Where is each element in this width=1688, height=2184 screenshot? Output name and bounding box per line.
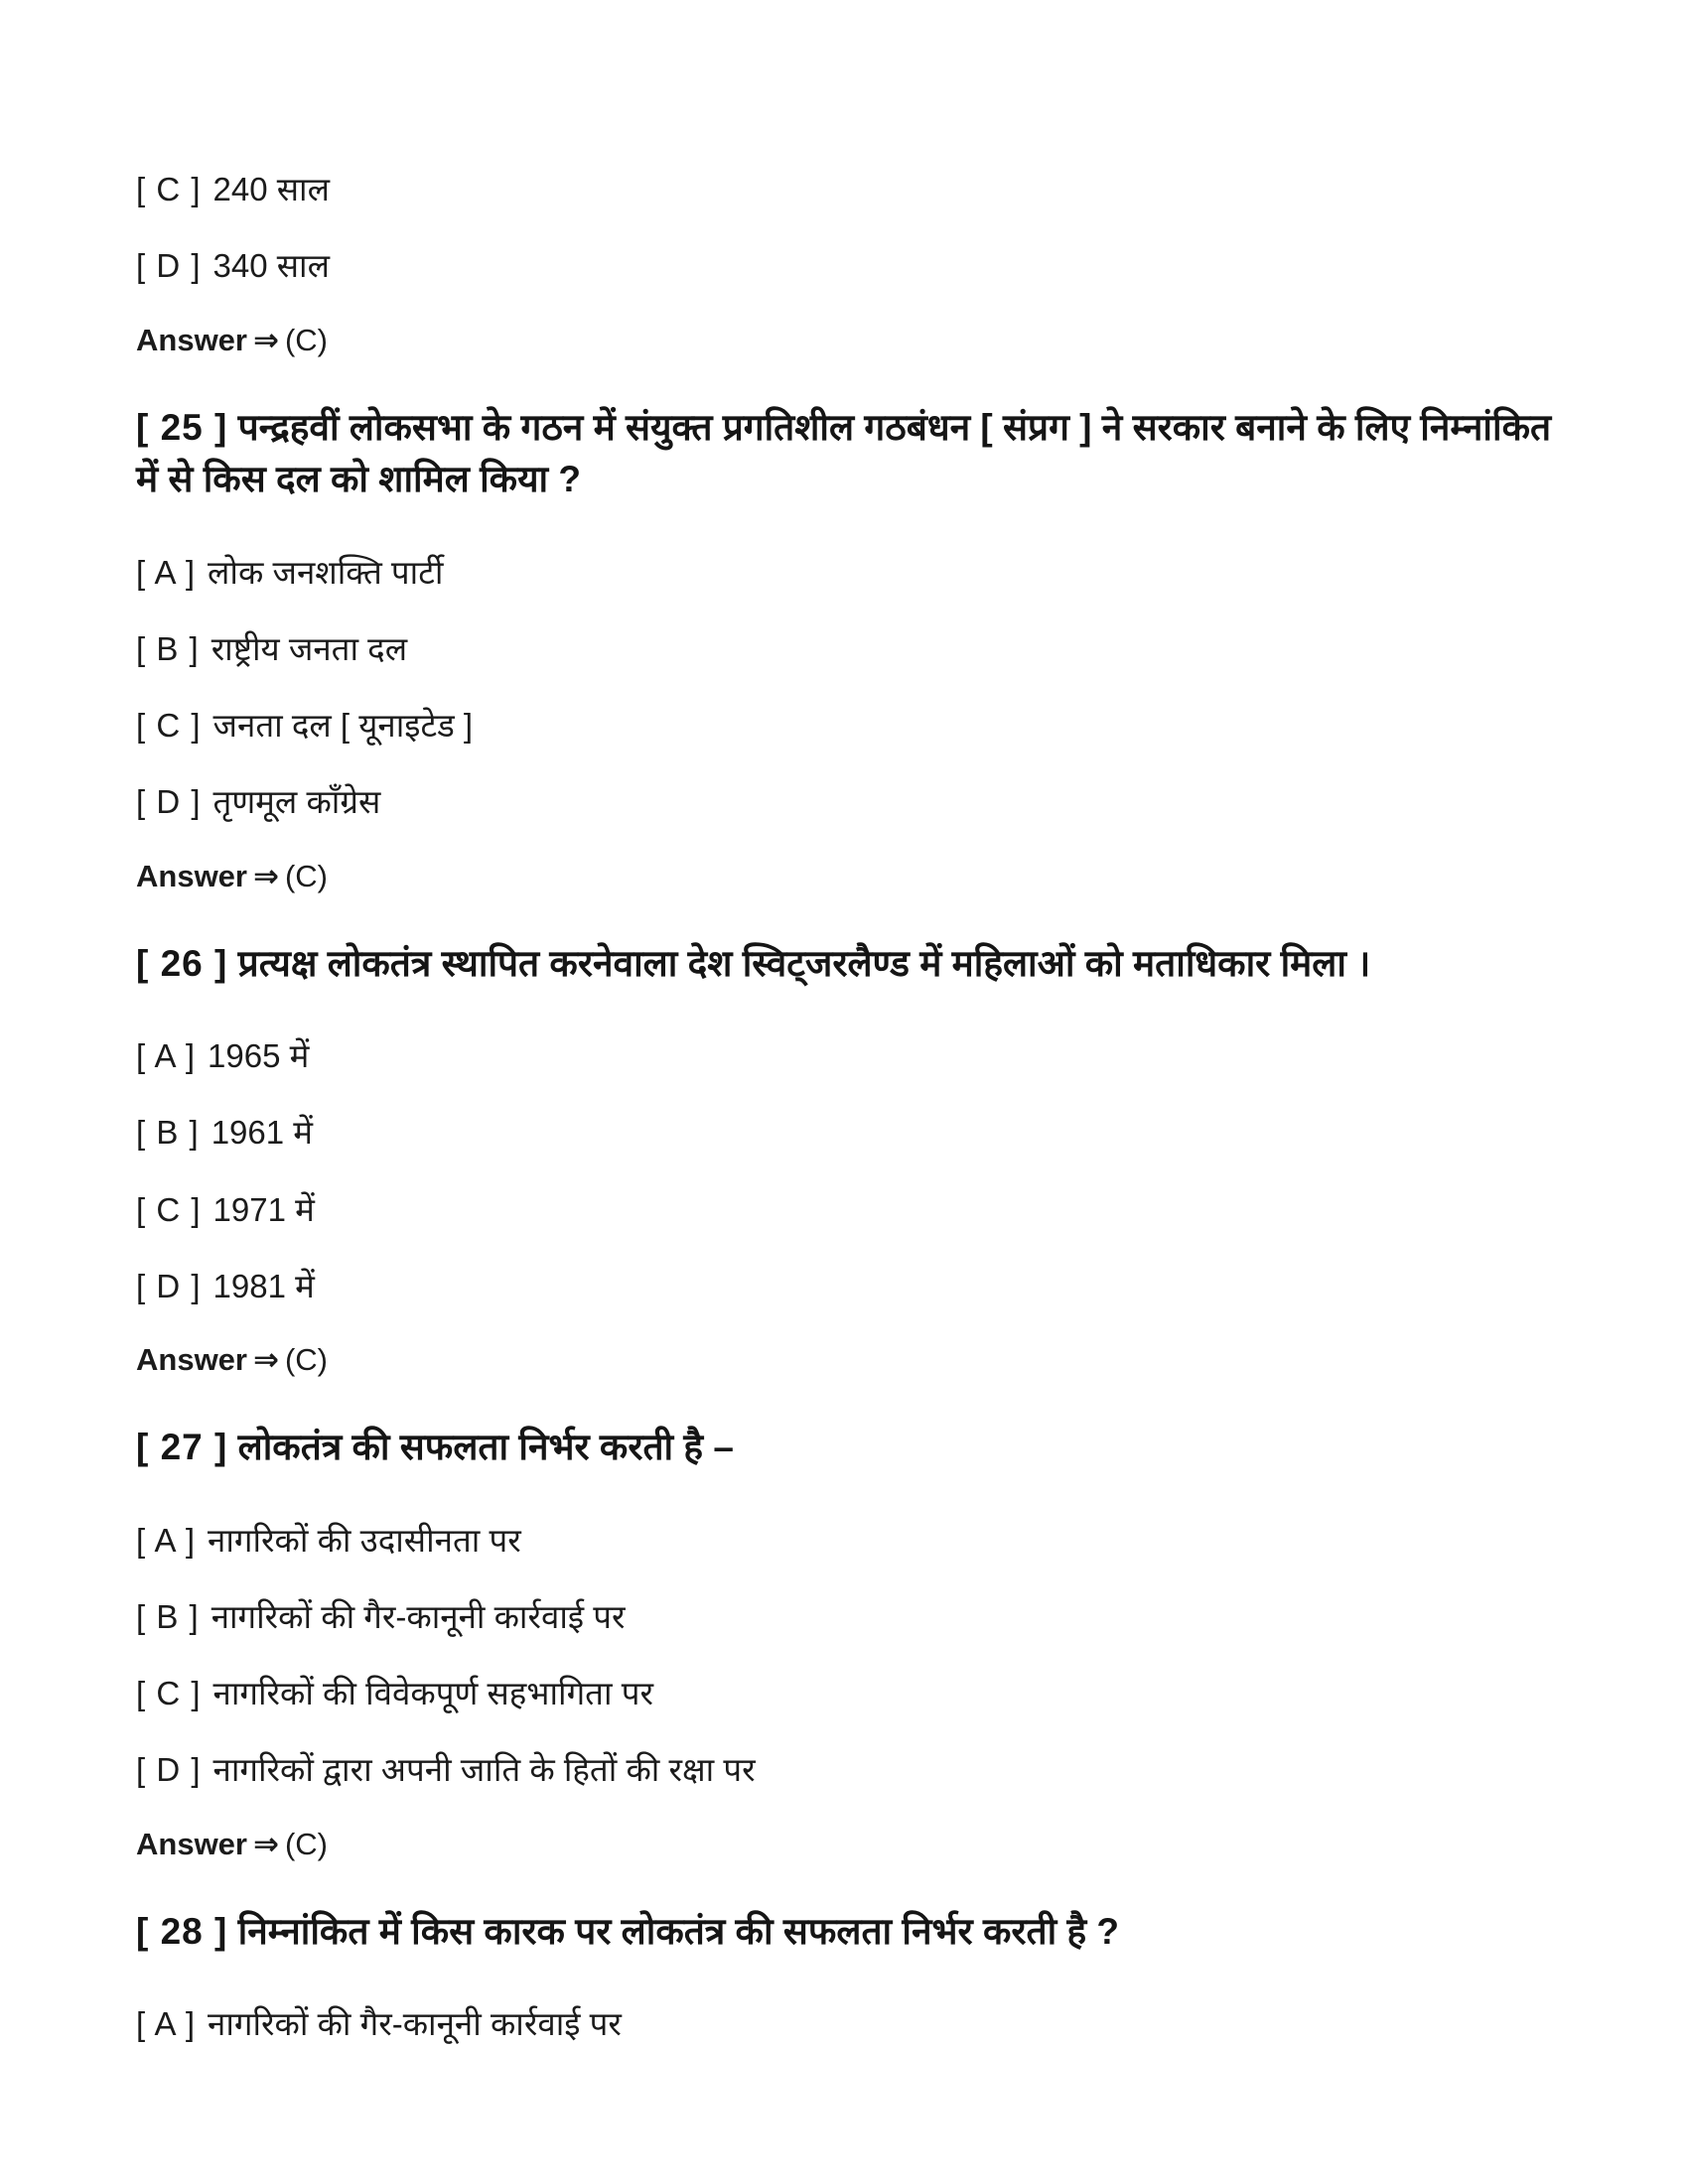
option-text: 1981 में xyxy=(212,1267,315,1304)
option-text: नागरिकों की गैर-कानूनी कार्रवाई पर xyxy=(208,2005,622,2043)
answer-label: Answer xyxy=(136,1342,247,1378)
option-text: 240 साल xyxy=(212,171,330,207)
option-row xyxy=(136,2003,1576,2044)
option-row xyxy=(136,781,1576,822)
question-24-partial xyxy=(136,169,1576,358)
option-label: [ A ] xyxy=(136,553,197,591)
option-label: [ D ] xyxy=(136,783,202,821)
double-arrow-icon: ⇒ xyxy=(252,1342,279,1378)
option-label: [ D ] xyxy=(136,1751,202,1789)
option-label: [ D ] xyxy=(136,1267,202,1304)
answer-row xyxy=(136,1342,1576,1378)
question-body: पन्द्रहवीं लोकसभा के गठन में संयुक्त प्रगतिशील गठबंधन [ संप्रग ] ने सरकार बनाने के लिए निम्नांकित में से किस दल को शामिल किया ? xyxy=(136,406,1552,500)
option-text: नागरिकों की गैर-कानूनी कार्रवाई पर xyxy=(211,1597,626,1635)
option-label: [ A ] xyxy=(136,2005,197,2043)
option-row xyxy=(136,1673,1576,1713)
option-row xyxy=(136,1112,1576,1153)
option-label: [ C ] xyxy=(136,171,202,207)
option-row xyxy=(136,1749,1576,1790)
option-row xyxy=(136,552,1576,593)
option-label: [ C ] xyxy=(136,1190,202,1228)
question-body: प्रत्यक्ष लोकतंत्र स्थापित करनेवाला देश स्विट्जरलैण्ड में महिलाओं को मताधिकार मिला । xyxy=(237,942,1371,984)
answer-value: (C) xyxy=(284,322,329,357)
question-heading xyxy=(136,402,1576,506)
option-label: [ C ] xyxy=(136,1675,202,1712)
option-row xyxy=(136,1189,1576,1230)
option-row xyxy=(136,628,1576,669)
option-text: नागरिकों द्वारा अपनी जाति के हितों की रक्षा पर xyxy=(212,1751,756,1789)
option-row xyxy=(136,245,1576,286)
answer-value: (C) xyxy=(284,858,329,893)
question-number: [ 26 ] xyxy=(136,942,228,984)
option-label: [ D ] xyxy=(136,247,202,285)
answer-label: Answer xyxy=(136,858,247,893)
option-row xyxy=(136,1520,1576,1561)
question-body: निम्नांकित में किस कारक पर लोकतंत्र की सफलता निर्भर करती है ? xyxy=(237,1910,1119,1952)
question-heading xyxy=(136,1906,1576,1959)
option-row xyxy=(136,169,1576,209)
answer-value: (C) xyxy=(284,1342,329,1378)
question-heading xyxy=(136,938,1576,991)
option-label: [ B ] xyxy=(136,1597,200,1635)
option-text: नागरिकों की विवेकपूर्ण सहभागिता पर xyxy=(212,1675,653,1712)
question-number: [ 28 ] xyxy=(136,1910,228,1952)
double-arrow-icon: ⇒ xyxy=(252,1826,279,1861)
answer-label: Answer xyxy=(136,322,247,357)
question-heading xyxy=(136,1422,1576,1474)
option-label: [ C ] xyxy=(136,707,202,745)
question-27 xyxy=(136,1422,1576,1862)
question-number: [ 27 ] xyxy=(136,1427,228,1468)
option-text: जनता दल [ यूनाइटेड ] xyxy=(212,707,474,745)
answer-row xyxy=(136,1827,1576,1862)
option-row xyxy=(136,1035,1576,1076)
option-text: 340 साल xyxy=(212,247,330,285)
option-text: 1965 में xyxy=(208,1037,310,1075)
option-text: 1961 में xyxy=(211,1114,314,1152)
option-text: लोक जनशक्ति पार्टी xyxy=(208,553,444,591)
option-row xyxy=(136,1266,1576,1306)
option-text: 1971 में xyxy=(212,1190,315,1228)
question-number: [ 25 ] xyxy=(136,406,228,448)
option-text: तृणमूल काँग्रेस xyxy=(212,783,381,821)
option-label: [ B ] xyxy=(136,1114,200,1152)
question-28 xyxy=(136,1906,1576,2045)
answer-row xyxy=(136,859,1576,894)
option-label: [ A ] xyxy=(136,1037,197,1075)
question-body: लोकतंत्र की सफलता निर्भर करती है – xyxy=(237,1427,734,1468)
option-text: नागरिकों की उदासीनता पर xyxy=(208,1521,521,1559)
question-25 xyxy=(136,402,1576,894)
double-arrow-icon: ⇒ xyxy=(252,858,279,893)
double-arrow-icon: ⇒ xyxy=(252,322,279,357)
option-row xyxy=(136,1596,1576,1637)
option-label: [ A ] xyxy=(136,1521,197,1559)
answer-label: Answer xyxy=(136,1826,247,1861)
option-label: [ B ] xyxy=(136,629,200,667)
option-text: राष्ट्रीय जनता दल xyxy=(211,629,408,667)
answer-value: (C) xyxy=(284,1826,329,1861)
option-row xyxy=(136,705,1576,746)
answer-row xyxy=(136,323,1576,358)
question-26 xyxy=(136,938,1576,1379)
